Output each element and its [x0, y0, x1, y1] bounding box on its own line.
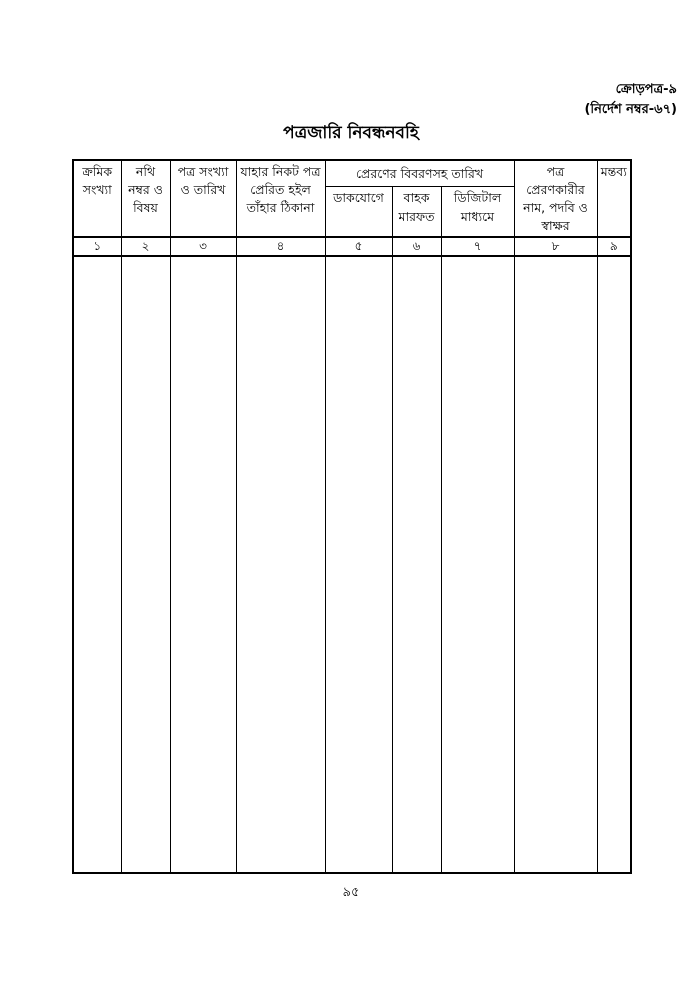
entry-cell-remarks	[597, 256, 631, 873]
header-letter-number-date: পত্র সংখ্যা ও তারিখ	[170, 160, 236, 237]
entry-cell-by-bearer	[392, 256, 441, 873]
appendix-number-label: ক্রোড়পত্র-৯	[615, 82, 677, 97]
entry-cell-letter	[170, 256, 236, 873]
column-number-4: ৪	[236, 237, 325, 256]
column-number-7: ৭	[441, 237, 514, 256]
letter-issue-register-table	[72, 159, 632, 874]
subheader-by-post: ডাকযোগে	[325, 187, 392, 237]
header-dispatch-details-group: প্রেরণের বিবরণসহ তারিখ	[325, 160, 514, 187]
entry-cell-recipient	[236, 256, 325, 873]
header-sender-name-designation-signature: পত্র প্রেরণকারীর নাম, পদবি ও স্বাক্ষর	[514, 160, 597, 237]
corner-annotation	[584, 80, 677, 120]
header-remarks: মন্তব্য	[597, 160, 631, 237]
subheader-by-digital-medium: ডিজিটাল মাধ্যমে	[441, 187, 514, 237]
column-number-9: ৯	[597, 237, 631, 256]
entry-row	[73, 256, 631, 873]
header-recipient-address: যাহার নিকট পত্র প্রেরিত হইল তাঁহার ঠিকানা	[236, 160, 325, 237]
column-number-8: ৮	[514, 237, 597, 256]
entry-cell-serial	[73, 256, 121, 873]
page-number: ৯৫	[342, 885, 360, 900]
entry-cell-by-digital	[441, 256, 514, 873]
entry-cell-file	[121, 256, 170, 873]
header-serial-number: ক্রমিক সংখ্যা	[73, 160, 121, 237]
column-number-6: ৬	[392, 237, 441, 256]
column-number-row	[73, 237, 631, 256]
header-file-number-subject: নথি নম্বর ও বিষয়	[121, 160, 170, 237]
instruction-number-label: (নির্দেশ নম্বর-৬৭)	[584, 102, 677, 117]
column-number-1: ১	[73, 237, 121, 256]
page-title: পত্রজারি নিবন্ধনবহি	[283, 123, 419, 143]
column-number-5: ৫	[325, 237, 392, 256]
column-number-2: ২	[121, 237, 170, 256]
subheader-by-bearer: বাহক মারফত	[392, 187, 441, 237]
header-row-top	[73, 160, 631, 187]
entry-cell-sender	[514, 256, 597, 873]
entry-cell-by-post	[325, 256, 392, 873]
column-number-3: ৩	[170, 237, 236, 256]
